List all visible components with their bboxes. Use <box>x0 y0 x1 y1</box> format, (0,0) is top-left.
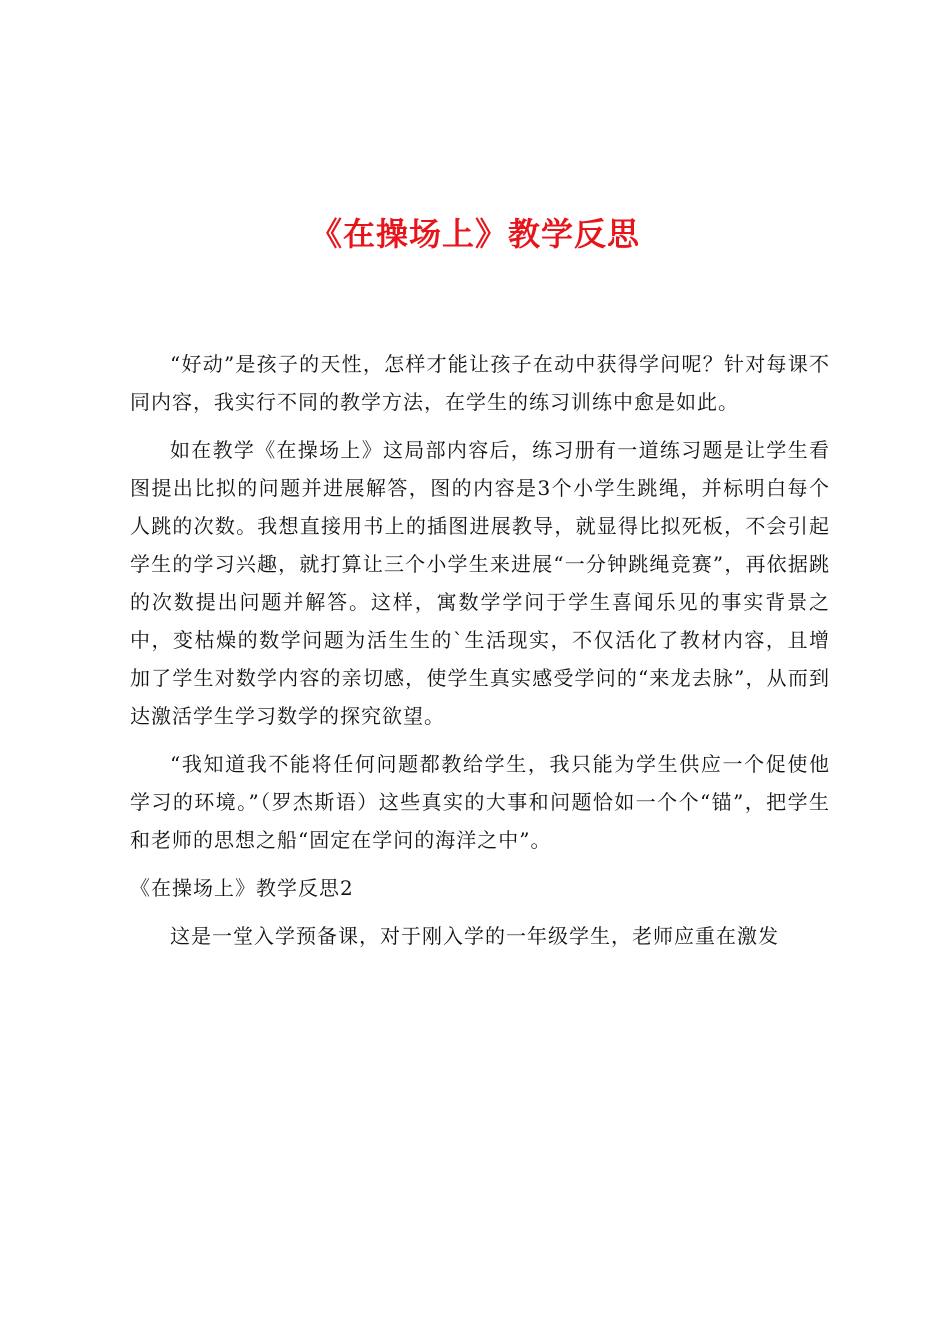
paragraph-2: 如在教学《在操场上》这局部内容后，练习册有一道练习题是让学生看图提出比拟的问题并进展解答，图的内容是3个小学生跳绳，并标明白每个人跳的次数。我想直接用书上的插图进展教导，就显得比拟死板，不会引起学生的学习兴趣，就打算让三个小学生来进展“一分钟跳绳竞赛”，再依据跳的次数提出问题并解答。这样，寓数学学问于学生喜闻乐见的事实背景之中，变枯燥的数学问题为活生生的`生活现实，不仅活化了教材内容，且增加了学生对数学内容的亲切感，使学生真实感受学问的“来龙去脉”，从而到达激活学生学习数学的探究欲望。 <box>130 438 830 728</box>
paragraph-1: “好动”是孩子的天性，怎样才能让孩子在动中获得学问呢？针对每课不同内容，我实行不同的教学方法，在学生的练习训练中愈是如此。 <box>130 352 830 414</box>
document-title: 《在操场上》教学反思 <box>309 215 640 253</box>
section-subheading: 《在操场上》教学反思2 <box>130 876 354 900</box>
paragraph-4: 这是一堂入学预备课，对于刚入学的一年级学生，老师应重在激发 <box>170 924 779 948</box>
document-body <box>130 345 830 965</box>
paragraph-3: “我知道我不能将任何问题都教给学生，我只能为学生供应一个促使他学习的环境。”（罗杰斯语）这些真实的大事和问题恰如一个个“锚”，把学生和老师的思想之船“固定在学问的海洋之中”。 <box>130 752 830 852</box>
